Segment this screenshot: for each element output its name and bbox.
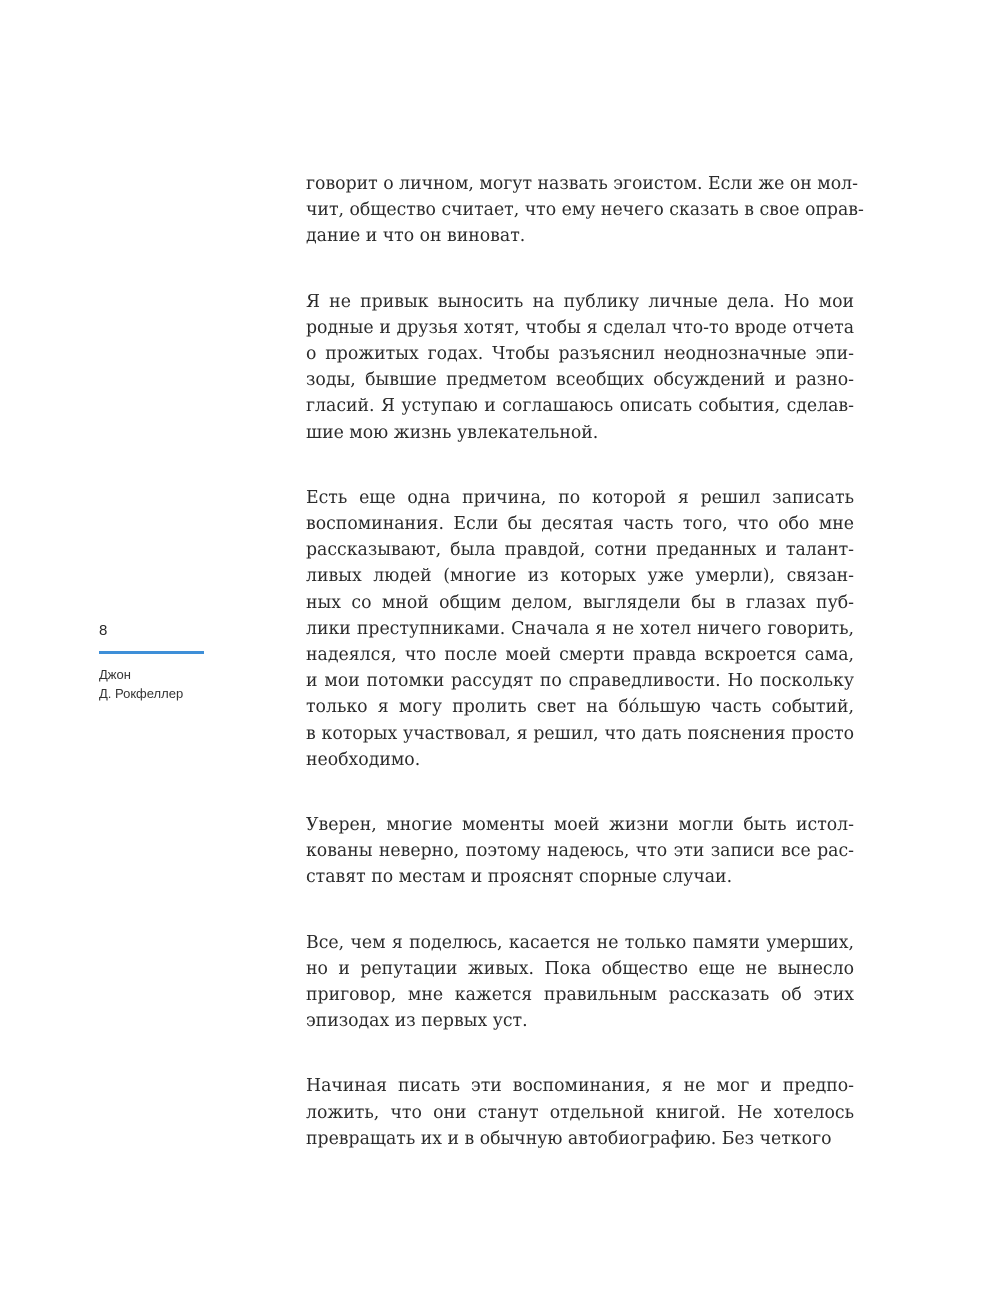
text-line: зоды, бывшие предметом всеобщих обсуждений и разно-: [306, 370, 854, 391]
text-line: Есть еще одна причина, по которой я решил записать: [306, 487, 854, 508]
text-line: Все, чем я поделюсь, касается не только памяти умерших,: [306, 932, 854, 953]
text-line: дание и что он виноват.: [306, 226, 526, 247]
paragraph: [306, 485, 854, 773]
text-line: гласий. Я уступаю и соглашаюсь описать события, сделав-: [306, 396, 854, 417]
text-line: только я могу пролить свет на бóльшую часть событий,: [306, 697, 854, 718]
text-line: воспоминания. Если бы десятая часть того, что обо мне: [306, 514, 854, 535]
text-line: Я не привык выносить на публику личные дела. Но мои: [306, 291, 854, 312]
paragraph: [306, 930, 854, 1035]
text-line: превращать их и в обычную автобиографию. Без четкого: [306, 1128, 832, 1149]
text-line: рассказывают, была правдой, сотни преданных и талант-: [306, 540, 854, 561]
text-line: о прожитых годах. Чтобы разъяснил неоднозначные эпи-: [306, 344, 854, 365]
paragraph: [306, 171, 864, 250]
text-line: шие мою жизнь увлекательной.: [306, 422, 599, 443]
text-line: лики преступниками. Сначала я не хотел ничего говорить,: [306, 618, 854, 639]
text-line: в которых участвовал, я решил, что дать пояснения просто: [306, 723, 854, 744]
text-line: родные и друзья хотят, чтобы я сделал что-то вроде отчета: [306, 317, 854, 338]
text-line: ливых людей (многие из которых уже умерли), связан-: [306, 566, 854, 587]
paragraph: [306, 812, 854, 891]
text-line: и мои потомки рассудят по справедливости. Но поскольку: [306, 671, 854, 692]
paragraph: [306, 289, 854, 446]
text-line: Начиная писать эти воспоминания, я не мог и предпо-: [306, 1076, 854, 1097]
text-line: ложить, что они станут отдельной книгой. Не хотелось: [306, 1102, 854, 1123]
paragraph: [306, 1073, 854, 1152]
text-line: ставят по местам и прояснят спорные случаи.: [306, 867, 733, 888]
text-line: надеялся, что после моей смерти правда вскроется сама,: [306, 645, 854, 666]
text-line: чит, общество считает, что ему нечего сказать в свое оправ-: [306, 200, 864, 221]
text-line: но и репутации живых. Пока общество еще не вынесло: [306, 958, 854, 979]
text-line: приговор, мне кажется правильным рассказать об этих: [306, 985, 854, 1006]
body-text: [306, 171, 864, 1191]
margin-block: [99, 620, 209, 703]
text-line: необходимо.: [306, 749, 421, 770]
text-line: говорит о личном, могут назвать эгоистом. Если же он мол-: [306, 174, 858, 194]
running-head-author-first: Джон: [99, 667, 131, 682]
text-line: эпизодах из первых уст.: [306, 1011, 528, 1032]
page-number: 8: [99, 622, 108, 639]
accent-rule: [99, 651, 204, 654]
text-line: кованы неверно, поэтому надеюсь, что эти записи все рас-: [306, 841, 854, 862]
text-line: ных со мной общим делом, выглядели бы в глазах пуб-: [306, 592, 854, 613]
running-head: [99, 665, 209, 703]
text-line: Уверен, многие моменты моей жизни могли быть истол-: [306, 815, 854, 836]
running-head-author-last: Д. Рокфеллер: [99, 686, 184, 701]
